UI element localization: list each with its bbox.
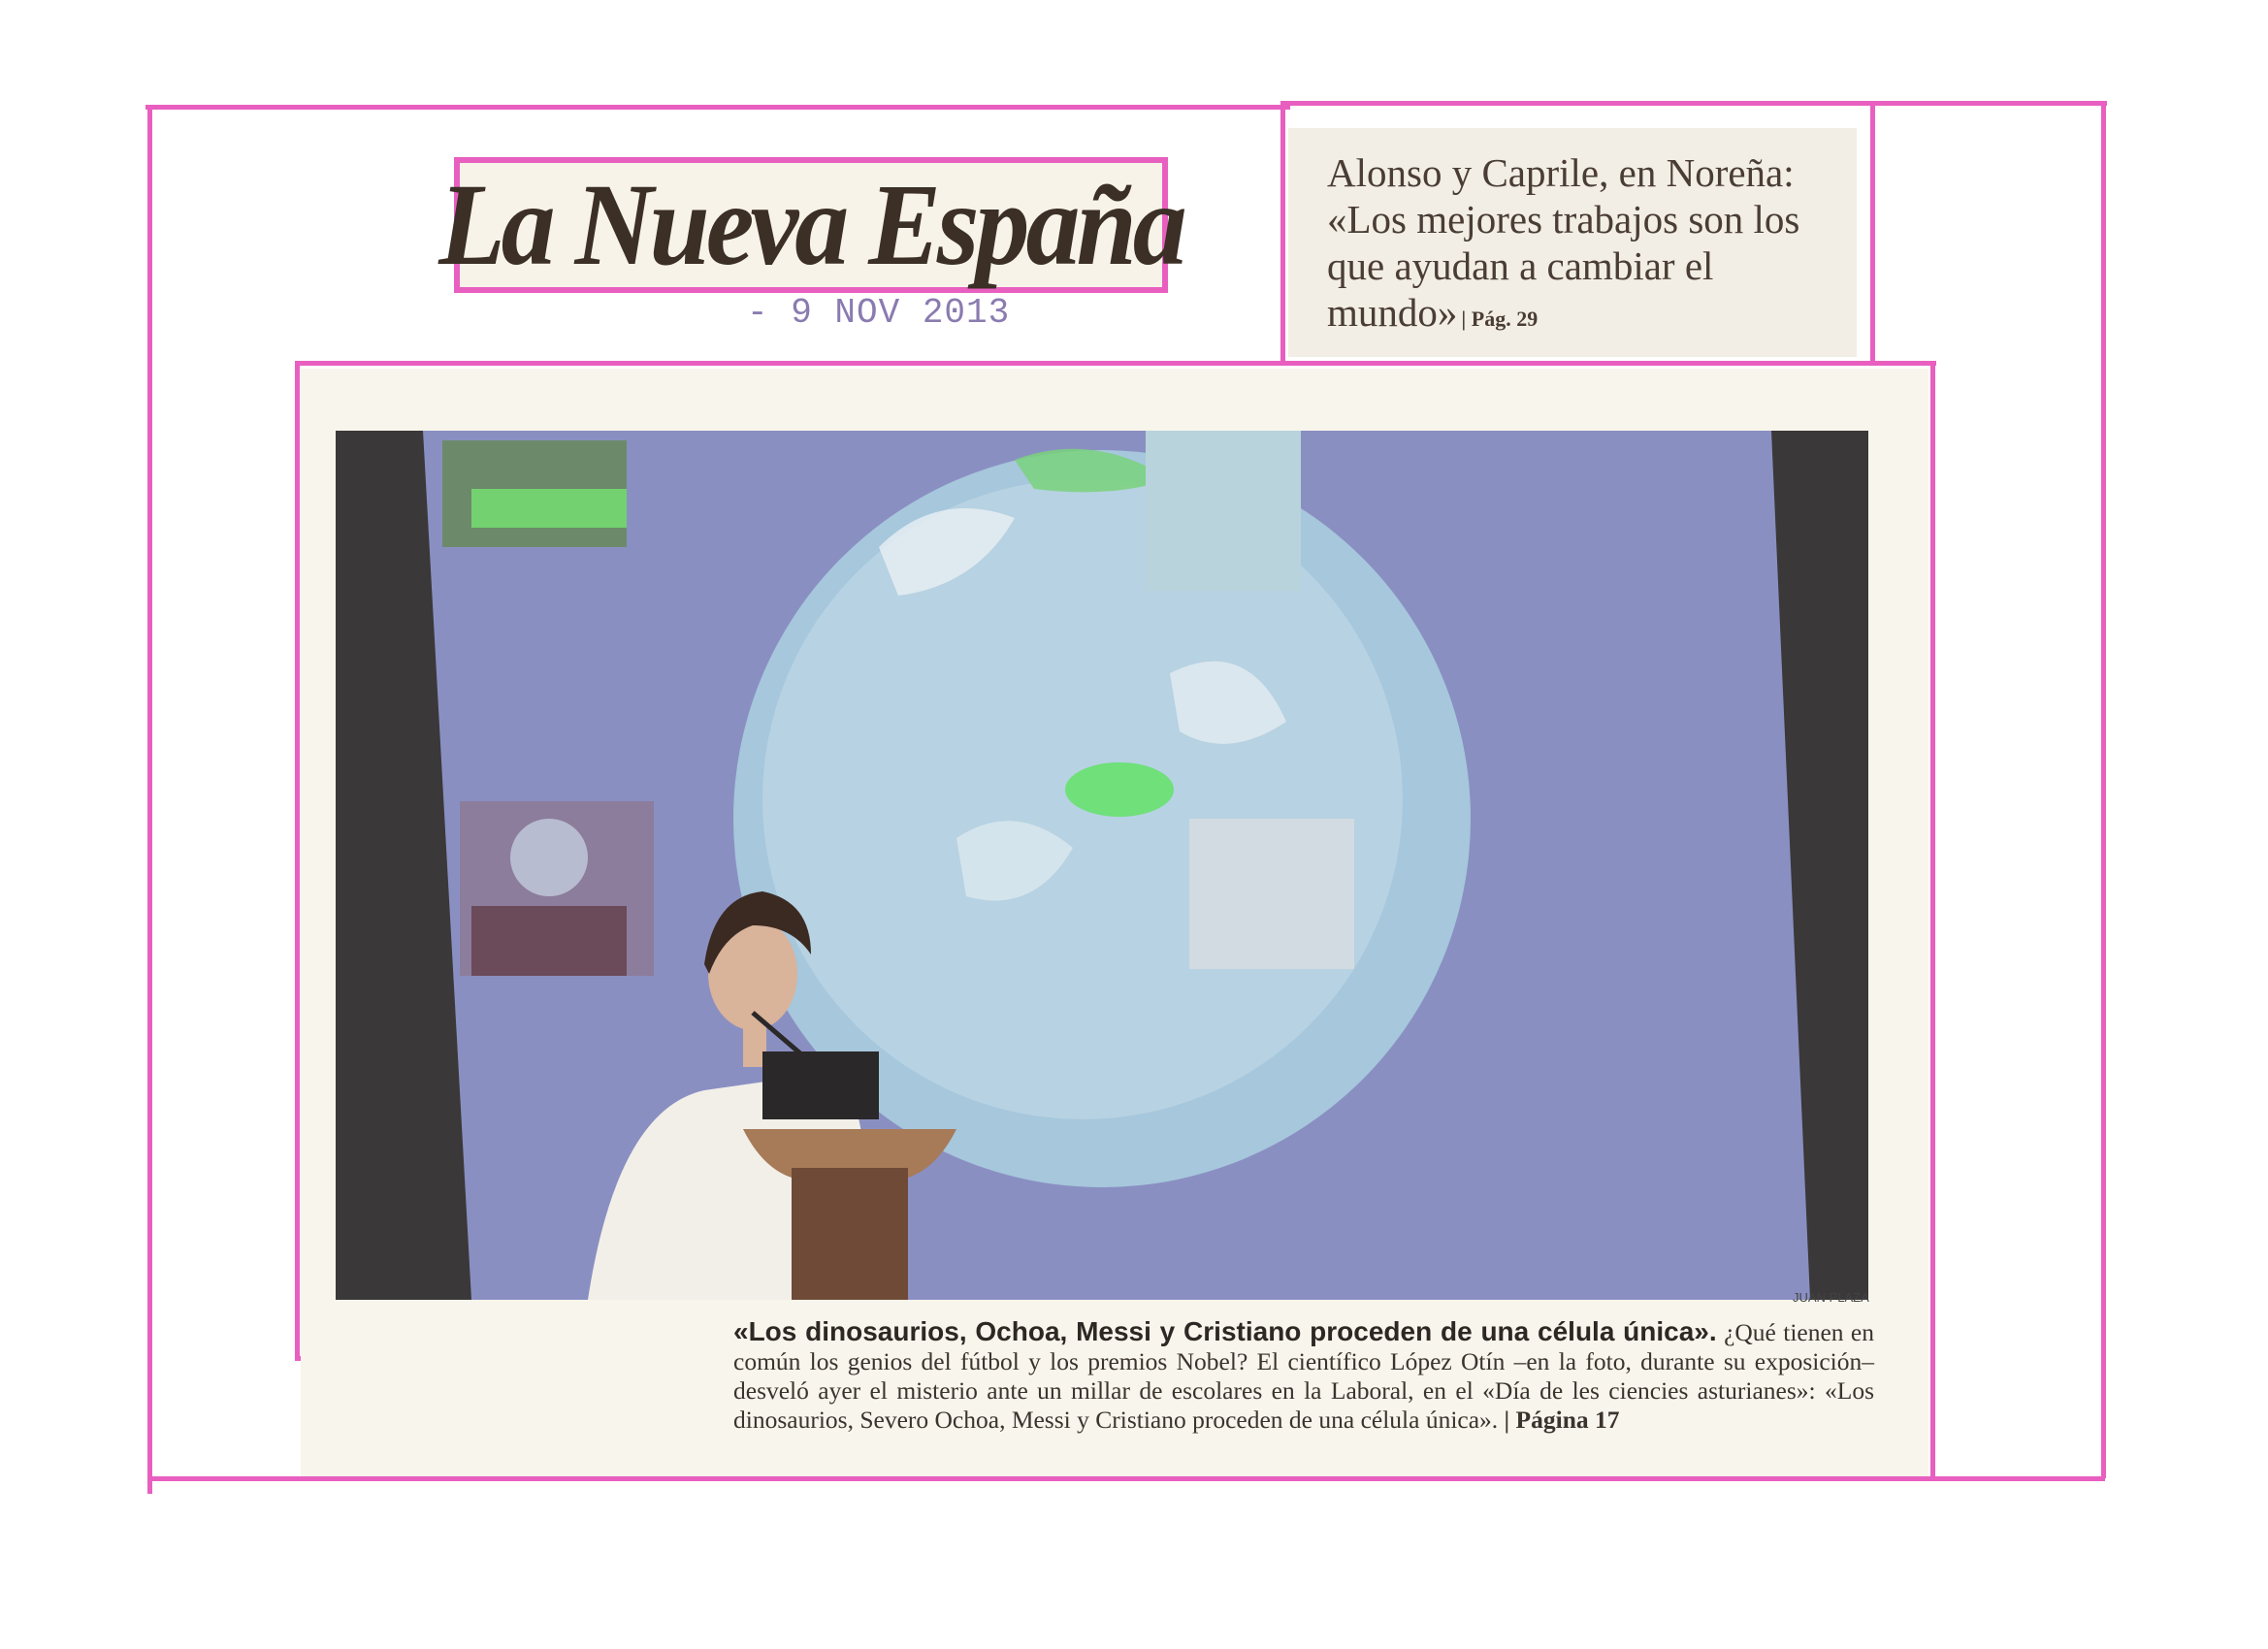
news-photo [336,431,1868,1300]
teaser-line-left [1280,101,1285,361]
laptop [762,1051,879,1119]
portrait-inset-top-right [1146,431,1301,591]
caption-headline: «Los dinosaurios, Ochoa, Messi y Cristiano proceden de una célula única». [733,1316,1717,1346]
frame-line-top-right [1280,101,2107,106]
teaser-text: Alonso y Caprile, en Noreña: «Los mejores trabajos son los que ayudan a cambiar el mundo» [1327,150,1800,335]
frame-line-top-left [146,105,1290,110]
photo-credit: JUAN PLAZA [1793,1290,1869,1305]
masthead-clipping [438,157,1183,293]
main-line-left [295,361,300,1360]
frame-line-bottom [147,1476,2105,1481]
green-cell-highlight [1065,762,1174,817]
photo-caption [733,1317,1874,1435]
frame-line-left [147,105,152,1494]
main-line-top [295,361,1936,366]
frame-line-right [2101,101,2106,1478]
masthead-title: La Nueva España [438,159,1183,290]
main-line-right [1930,361,1935,1476]
footballer-inset-right [1189,819,1354,969]
teaser-page-ref: | Pág. 29 [1461,307,1539,331]
teaser-line-right [1870,101,1875,361]
caption-page-ref: | Página 17 [1504,1406,1620,1434]
date-stamp: - 9 NOV 2013 [747,293,1011,333]
teaser-clipping [1288,128,1857,357]
caption-body: ¿Qué tienen en común los genios del fútbol y los premios Nobel? El científico López Otín –en la foto, durante su exposición– desveló ayer el misterio ante un millar de escolares en la Laboral, en el «Día de les ciencies asturianes»: «Los dinosaurios, Severo Ochoa, Messi y Cristiano proceden de una célula única». [733,1318,1874,1434]
speaker-at-podium-photo [336,431,1868,1300]
